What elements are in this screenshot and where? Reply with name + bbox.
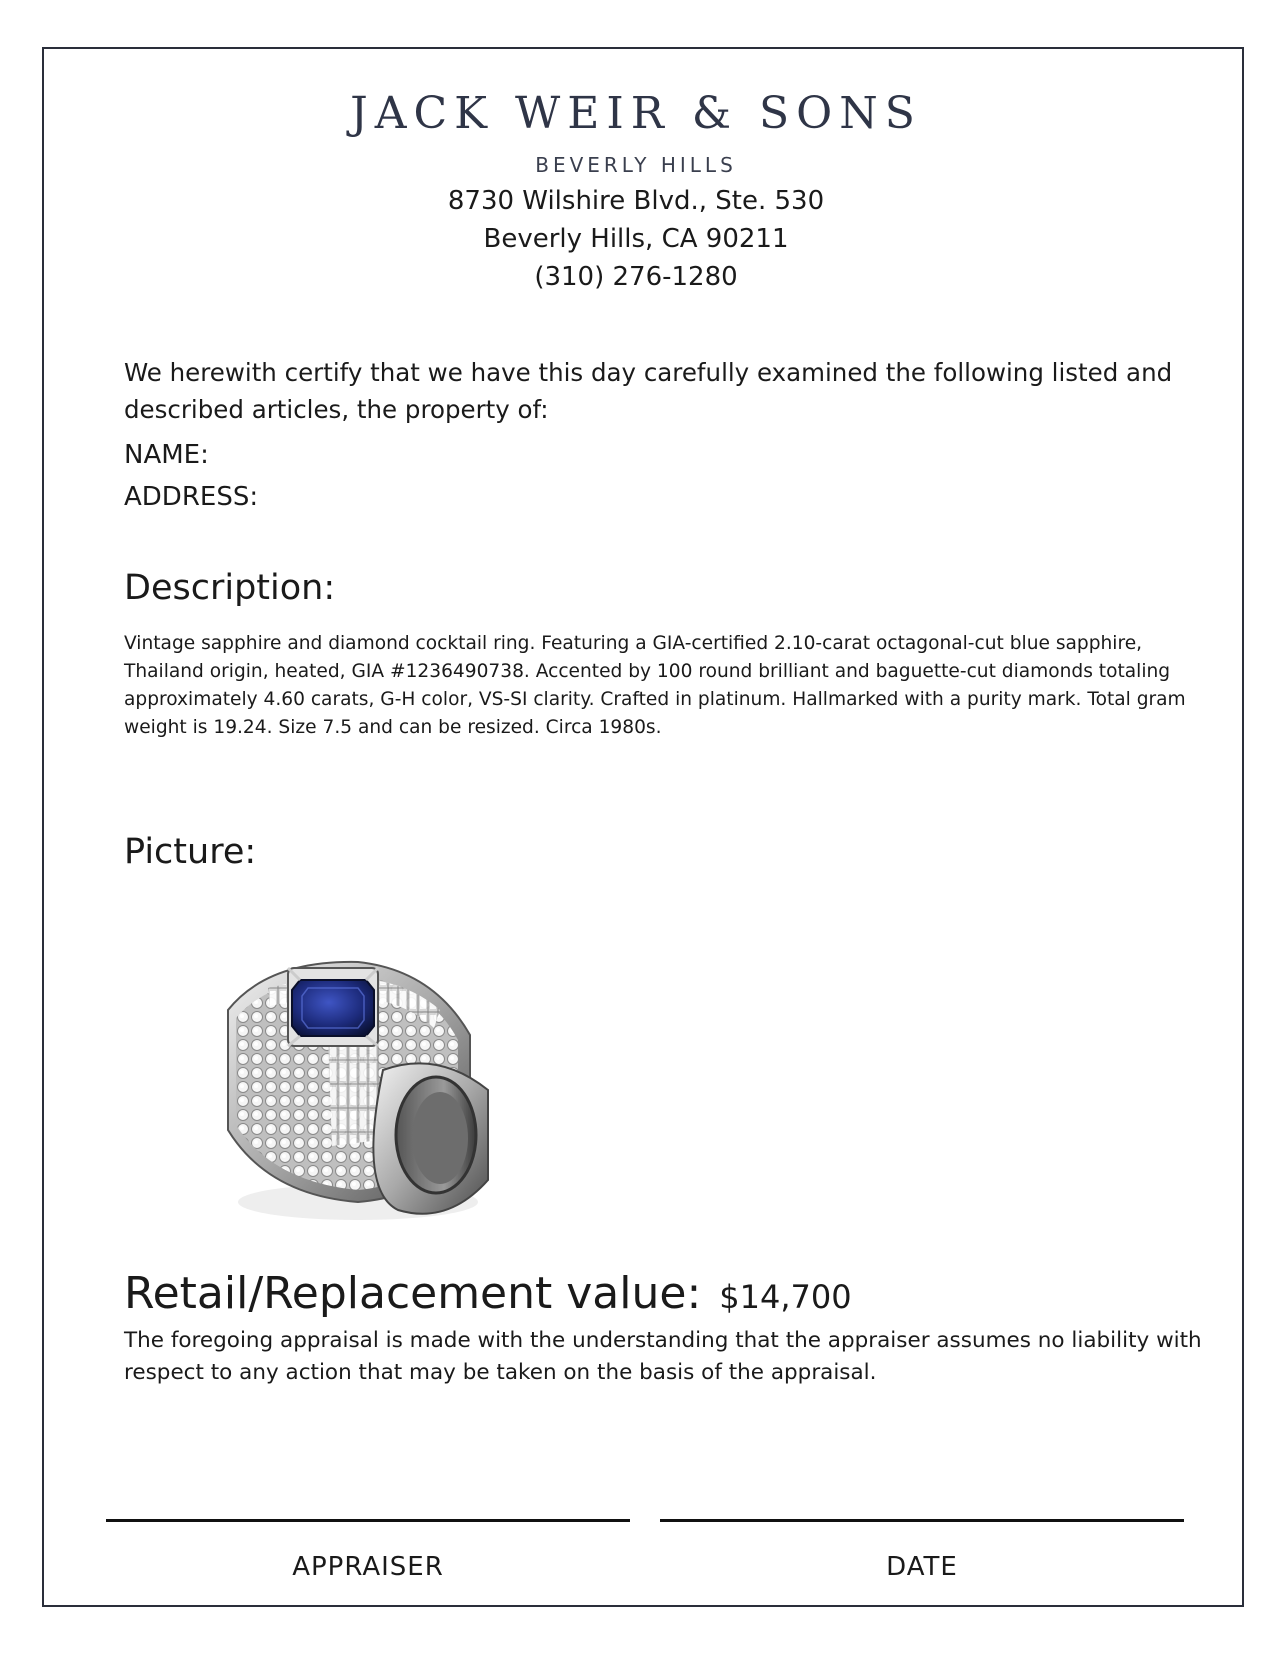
ring-illustration <box>208 940 498 1230</box>
certification-statement: We herewith certify that we have this day carefully examined the following listed and described articles, the property of: <box>124 358 1173 424</box>
phone-number: (310) 276-1280 <box>534 262 738 292</box>
address-line-1: 8730 Wilshire Blvd., Ste. 530 <box>447 186 825 216</box>
appraiser-signature-line <box>106 1519 630 1522</box>
description-heading: Description: <box>124 568 336 608</box>
picture-heading: Picture: <box>124 832 257 872</box>
address-label: ADDRESS: <box>124 482 259 512</box>
brand-location: BEVERLY HILLS <box>535 153 737 177</box>
address-line-2: Beverly Hills, CA 90211 <box>483 224 789 254</box>
appraiser-label: APPRAISER <box>292 1552 444 1582</box>
value-label: Retail/Replacement value: <box>124 1268 702 1319</box>
disclaimer-text: The foregoing appraisal is made with the understanding that the appraiser assumes no liability with respect to any action that may be taken on the basis of the appraisal. <box>124 1328 1202 1385</box>
valuation-line <box>124 1268 852 1319</box>
ring-photo <box>208 940 498 1230</box>
description-body: Vintage sapphire and diamond cocktail ring. Featuring a GIA-certified 2.10-carat octagonal-cut blue sapphire, Thailand origin, heated, GIA #1236490738. Accented by 100 round brilliant and baguette-cut diamonds totaling approximately 4.60 carats, G-H color, VS-SI clarity. Crafted in platinum. Hallmarked with a purity mark. Total gram weight is 19.24. Size 7.5 and can be resized. Circa 1980s. <box>124 633 1186 738</box>
name-label: NAME: <box>124 440 209 470</box>
date-signature-line <box>660 1519 1184 1522</box>
value-amount: $14,700 <box>719 1278 852 1316</box>
brand-name: JACK WEIR & SONS <box>350 88 922 139</box>
date-label: DATE <box>886 1552 958 1582</box>
